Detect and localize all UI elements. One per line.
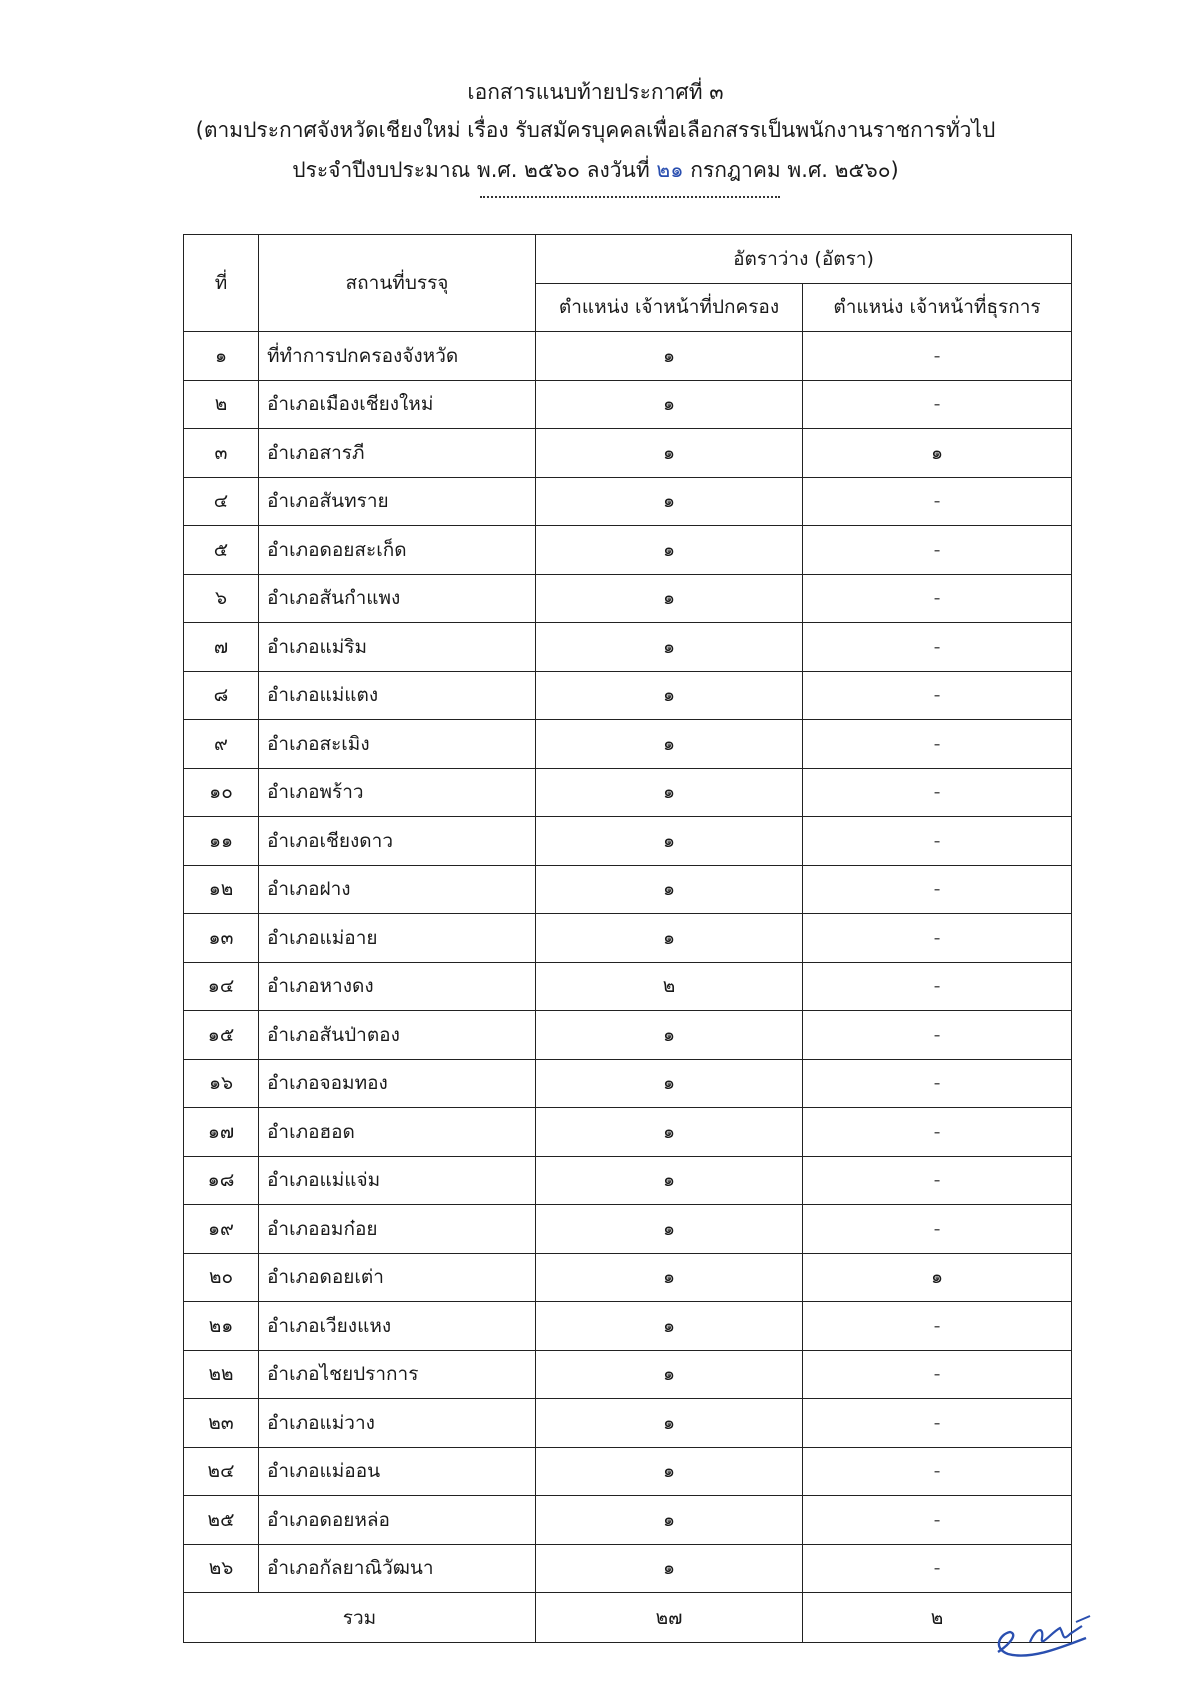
row-position-clerical: - [803, 1205, 1072, 1254]
row-place: อำเภอแม่ริม [259, 623, 536, 672]
date-line-prefix: ประจำปีงบประมาณ พ.ศ. ๒๕๖๐ ลงวันที่ [292, 158, 657, 182]
row-place: อำเภอจอมทอง [259, 1059, 536, 1108]
row-place: อำเภอดอยเต่า [259, 1253, 536, 1302]
header-place: สถานที่บรรจุ [259, 235, 536, 332]
row-position-admin: ๑ [536, 574, 803, 623]
row-position-clerical: - [803, 1011, 1072, 1060]
row-position-admin: ๑ [536, 1205, 803, 1254]
row-position-admin: ๑ [536, 1350, 803, 1399]
row-place: อำเภอแม่แจ่ม [259, 1156, 536, 1205]
row-position-admin: ๑ [536, 817, 803, 866]
row-number: ๑๘ [184, 1156, 259, 1205]
table-row [184, 574, 1072, 623]
table-row [184, 1205, 1072, 1254]
title-line-2: (ตามประกาศจังหวัดเชียงใหม่ เรื่อง รับสมัครบุคคลเพื่อเลือกสรรเป็นพนักงานราชการทั่วไป [195, 118, 996, 142]
row-place: อำเภอสันกำแพง [259, 574, 536, 623]
row-place: อำเภอพร้าว [259, 768, 536, 817]
row-number: ๑๐ [184, 768, 259, 817]
row-position-admin: ๑ [536, 1496, 803, 1545]
table-row [184, 768, 1072, 817]
row-number: ๘ [184, 671, 259, 720]
table-row [184, 720, 1072, 769]
row-position-clerical: - [803, 623, 1072, 672]
total-row [184, 1593, 1072, 1643]
total-label: รวม [184, 1593, 536, 1643]
row-position-clerical: ๑ [803, 1253, 1072, 1302]
row-place: อำเภอดอยสะเก็ด [259, 526, 536, 575]
row-position-clerical: - [803, 1544, 1072, 1593]
row-position-clerical: - [803, 1399, 1072, 1448]
vacancy-table [183, 234, 1072, 1643]
row-number: ๒๒ [184, 1350, 259, 1399]
row-number: ๓ [184, 429, 259, 478]
row-position-clerical: - [803, 1156, 1072, 1205]
row-number: ๔ [184, 477, 259, 526]
table-row [184, 526, 1072, 575]
table-row [184, 1350, 1072, 1399]
row-number: ๒๑ [184, 1302, 259, 1351]
row-number: ๙ [184, 720, 259, 769]
row-place: อำเภอแม่ออน [259, 1447, 536, 1496]
row-number: ๑ [184, 332, 259, 381]
row-place: อำเภอหางดง [259, 962, 536, 1011]
table-row [184, 380, 1072, 429]
document-date-line [0, 154, 1191, 187]
row-position-clerical: - [803, 817, 1072, 866]
table-row [184, 1399, 1072, 1448]
row-number: ๗ [184, 623, 259, 672]
table-row [184, 962, 1072, 1011]
row-position-clerical: ๑ [803, 429, 1072, 478]
row-number: ๑๕ [184, 1011, 259, 1060]
dotted-divider [480, 196, 780, 198]
row-place: อำเภอไชยปราการ [259, 1350, 536, 1399]
row-position-admin: ๑ [536, 477, 803, 526]
row-place: อำเภอกัลยาณิวัฒนา [259, 1544, 536, 1593]
row-place: อำเภอเมืองเชียงใหม่ [259, 380, 536, 429]
table-row [184, 1059, 1072, 1108]
row-position-clerical: - [803, 332, 1072, 381]
row-position-clerical: - [803, 1350, 1072, 1399]
row-place: ที่ทำการปกครองจังหวัด [259, 332, 536, 381]
row-place: อำเภอแม่อาย [259, 914, 536, 963]
row-place: อำเภอแม่วาง [259, 1399, 536, 1448]
row-position-admin: ๑ [536, 1253, 803, 1302]
row-place: อำเภอดอยหล่อ [259, 1496, 536, 1545]
total-position-admin: ๒๗ [536, 1593, 803, 1643]
table-row [184, 1447, 1072, 1496]
row-position-admin: ๑ [536, 768, 803, 817]
row-number: ๑๑ [184, 817, 259, 866]
table-row [184, 671, 1072, 720]
row-place: อำเภอสันทราย [259, 477, 536, 526]
row-number: ๑๙ [184, 1205, 259, 1254]
table-row [184, 865, 1072, 914]
row-position-clerical: - [803, 526, 1072, 575]
row-position-clerical: - [803, 962, 1072, 1011]
row-place: อำเภอเวียงแหง [259, 1302, 536, 1351]
table-row [184, 1253, 1072, 1302]
row-number: ๖ [184, 574, 259, 623]
row-number: ๑๔ [184, 962, 259, 1011]
row-place: อำเภออมก๋อย [259, 1205, 536, 1254]
row-position-admin: ๑ [536, 623, 803, 672]
row-position-admin: ๑ [536, 720, 803, 769]
row-position-clerical: - [803, 574, 1072, 623]
row-position-clerical: - [803, 1302, 1072, 1351]
row-position-admin: ๑ [536, 671, 803, 720]
row-position-admin: ๑ [536, 1108, 803, 1157]
row-position-admin: ๑ [536, 1302, 803, 1351]
document-title [0, 76, 1191, 109]
row-position-admin: ๒ [536, 962, 803, 1011]
table-row [184, 1108, 1072, 1157]
header-rate: อัตราว่าง (อัตรา) [536, 235, 1072, 284]
row-position-clerical: - [803, 865, 1072, 914]
table-row [184, 1302, 1072, 1351]
row-position-clerical: - [803, 768, 1072, 817]
date-line-suffix: กรกฎาคม พ.ศ. ๒๕๖๐) [683, 158, 899, 182]
table-row [184, 429, 1072, 478]
header-position-admin: ตำแหน่ง เจ้าหน้าที่ปกครอง [536, 283, 803, 332]
row-number: ๒๕ [184, 1496, 259, 1545]
row-number: ๑๓ [184, 914, 259, 963]
row-number: ๒๓ [184, 1399, 259, 1448]
table-body [184, 332, 1072, 1593]
row-position-admin: ๑ [536, 1156, 803, 1205]
table-row [184, 1011, 1072, 1060]
row-place: อำเภอสันป่าตอง [259, 1011, 536, 1060]
row-place: อำเภอแม่แตง [259, 671, 536, 720]
row-number: ๑๒ [184, 865, 259, 914]
table-row [184, 1544, 1072, 1593]
table-row [184, 1156, 1072, 1205]
document-subtitle [0, 114, 1191, 147]
header-position-clerical: ตำแหน่ง เจ้าหน้าที่ธุรการ [803, 283, 1072, 332]
row-place: อำเภอฝาง [259, 865, 536, 914]
row-number: ๑๗ [184, 1108, 259, 1157]
row-position-clerical: - [803, 720, 1072, 769]
table-row [184, 1496, 1072, 1545]
row-number: ๒๖ [184, 1544, 259, 1593]
row-place: อำเภอสะเมิง [259, 720, 536, 769]
row-number: ๒ [184, 380, 259, 429]
title-line-1: เอกสารแนบท้ายประกาศที่ ๓ [467, 80, 724, 104]
row-number: ๑๖ [184, 1059, 259, 1108]
table-row [184, 477, 1072, 526]
row-position-clerical: - [803, 671, 1072, 720]
row-position-clerical: - [803, 1059, 1072, 1108]
row-position-admin: ๑ [536, 914, 803, 963]
header-no: ที่ [184, 235, 259, 332]
row-position-clerical: - [803, 1108, 1072, 1157]
row-place: อำเภอเชียงดาว [259, 817, 536, 866]
row-number: ๒๐ [184, 1253, 259, 1302]
total-position-clerical: ๒ [803, 1593, 1072, 1643]
row-position-admin: ๑ [536, 1544, 803, 1593]
row-position-clerical: - [803, 477, 1072, 526]
row-position-admin: ๑ [536, 1011, 803, 1060]
row-position-admin: ๑ [536, 526, 803, 575]
row-place: อำเภอฮอด [259, 1108, 536, 1157]
signature-mark [990, 1604, 1100, 1664]
row-position-clerical: - [803, 914, 1072, 963]
table-row [184, 817, 1072, 866]
row-position-admin: ๑ [536, 1447, 803, 1496]
row-position-admin: ๑ [536, 1399, 803, 1448]
row-position-clerical: - [803, 1447, 1072, 1496]
row-position-clerical: - [803, 1496, 1072, 1545]
row-number: ๒๔ [184, 1447, 259, 1496]
row-position-admin: ๑ [536, 865, 803, 914]
row-position-admin: ๑ [536, 332, 803, 381]
row-number: ๕ [184, 526, 259, 575]
row-place: อำเภอสารภี [259, 429, 536, 478]
table-row [184, 914, 1072, 963]
row-position-admin: ๑ [536, 429, 803, 478]
row-position-admin: ๑ [536, 1059, 803, 1108]
row-position-admin: ๑ [536, 380, 803, 429]
table-row [184, 623, 1072, 672]
row-position-clerical: - [803, 380, 1072, 429]
handwritten-day: ๒๑ [656, 158, 684, 182]
table-row [184, 332, 1072, 381]
